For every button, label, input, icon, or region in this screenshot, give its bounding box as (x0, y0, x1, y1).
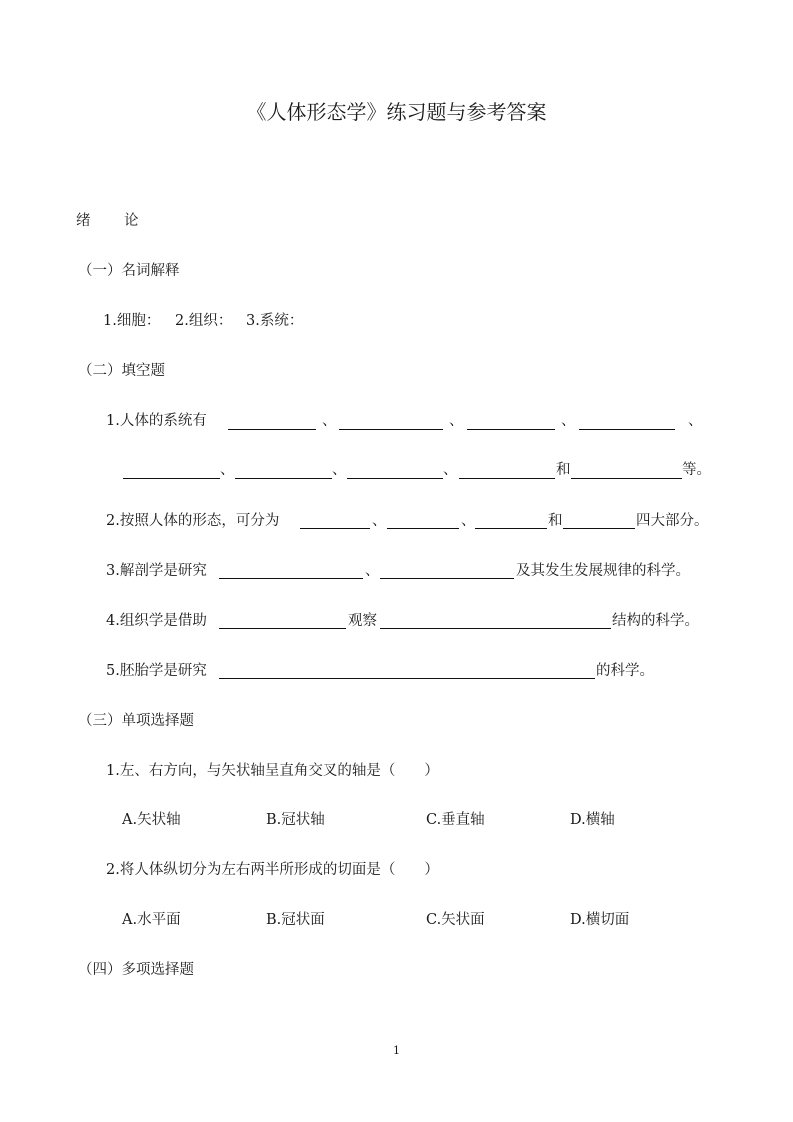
answer-blank[interactable] (347, 478, 443, 479)
answer-blank[interactable] (459, 478, 555, 479)
question-stem: 1.左、右方向，与矢状轴呈直角交叉的轴是（ ） (106, 763, 439, 779)
answer-blank[interactable] (228, 429, 316, 430)
conjunction: 和 (548, 513, 563, 529)
separator: 、 (449, 413, 464, 429)
question-text: 1.人体的系统有 (106, 413, 207, 429)
separator: 、 (561, 413, 576, 429)
separator: 、 (332, 462, 347, 478)
question-ending: 的科学。 (596, 663, 654, 679)
answer-blank[interactable] (387, 528, 459, 529)
answer-blank[interactable] (579, 429, 675, 430)
question-text: 4.组织学是借助 (106, 613, 207, 629)
answer-blank[interactable] (339, 429, 443, 430)
answer-blank[interactable] (219, 628, 346, 629)
question-middle: 观察 (348, 613, 377, 629)
separator: 、 (322, 413, 337, 429)
answer-blank[interactable] (123, 478, 220, 479)
term-item: 1.细胞： (103, 313, 161, 329)
separator: 、 (443, 462, 458, 478)
section-heading-fill-blank: （二）填空题 (78, 363, 165, 379)
answer-blank[interactable] (571, 478, 682, 479)
option-d[interactable]: D.横轴 (570, 812, 615, 828)
question-ending: 结构的科学。 (612, 613, 699, 629)
separator: 、 (461, 513, 476, 529)
question-text: 2.按照人体的形态，可分为 (106, 513, 280, 529)
answer-blank[interactable] (380, 578, 514, 579)
option-a[interactable]: A.矢状轴 (122, 812, 181, 828)
option-b[interactable]: B.冠状面 (266, 912, 325, 928)
separator: 、 (372, 513, 387, 529)
separator: 、 (365, 563, 380, 579)
page-number: 1 (393, 1044, 400, 1057)
section-heading-terms: （一）名词解释 (78, 263, 180, 279)
question-ending: 等。 (682, 462, 711, 478)
answer-blank[interactable] (219, 578, 363, 579)
option-c[interactable]: C.垂直轴 (426, 812, 485, 828)
answer-blank[interactable] (380, 628, 611, 629)
separator: 、 (220, 462, 235, 478)
answer-blank[interactable] (219, 678, 595, 679)
question-ending: 及其发生发展规律的科学。 (516, 563, 690, 579)
section-heading-single-choice: （三）单项选择题 (78, 713, 194, 729)
answer-blank[interactable] (475, 528, 547, 529)
section-heading-multiple-choice: （四）多项选择题 (78, 962, 194, 978)
option-d[interactable]: D.横切面 (570, 912, 630, 928)
option-a[interactable]: A.水平面 (122, 912, 181, 928)
term-item: 3.系统： (246, 313, 304, 329)
term-item: 2.组织： (175, 313, 233, 329)
question-stem: 2.将人体纵切分为左右两半所形成的切面是（ ） (106, 862, 439, 878)
answer-blank[interactable] (563, 528, 635, 529)
document-title: 《人体形态学》练习题与参考答案 (246, 100, 547, 124)
question-text: 5.胚胎学是研究 (106, 663, 207, 679)
conjunction: 和 (556, 462, 571, 478)
answer-blank[interactable] (235, 478, 332, 479)
answer-blank[interactable] (300, 528, 370, 529)
chapter-title-part2: 论 (124, 213, 139, 229)
answer-blank[interactable] (467, 429, 555, 430)
option-b[interactable]: B.冠状轴 (266, 812, 325, 828)
option-c[interactable]: C.矢状面 (426, 912, 485, 928)
chapter-title-part1: 绪 (76, 213, 91, 229)
question-ending: 四大部分。 (636, 513, 709, 529)
question-text: 3.解剖学是研究 (106, 563, 207, 579)
separator: 、 (688, 413, 703, 429)
